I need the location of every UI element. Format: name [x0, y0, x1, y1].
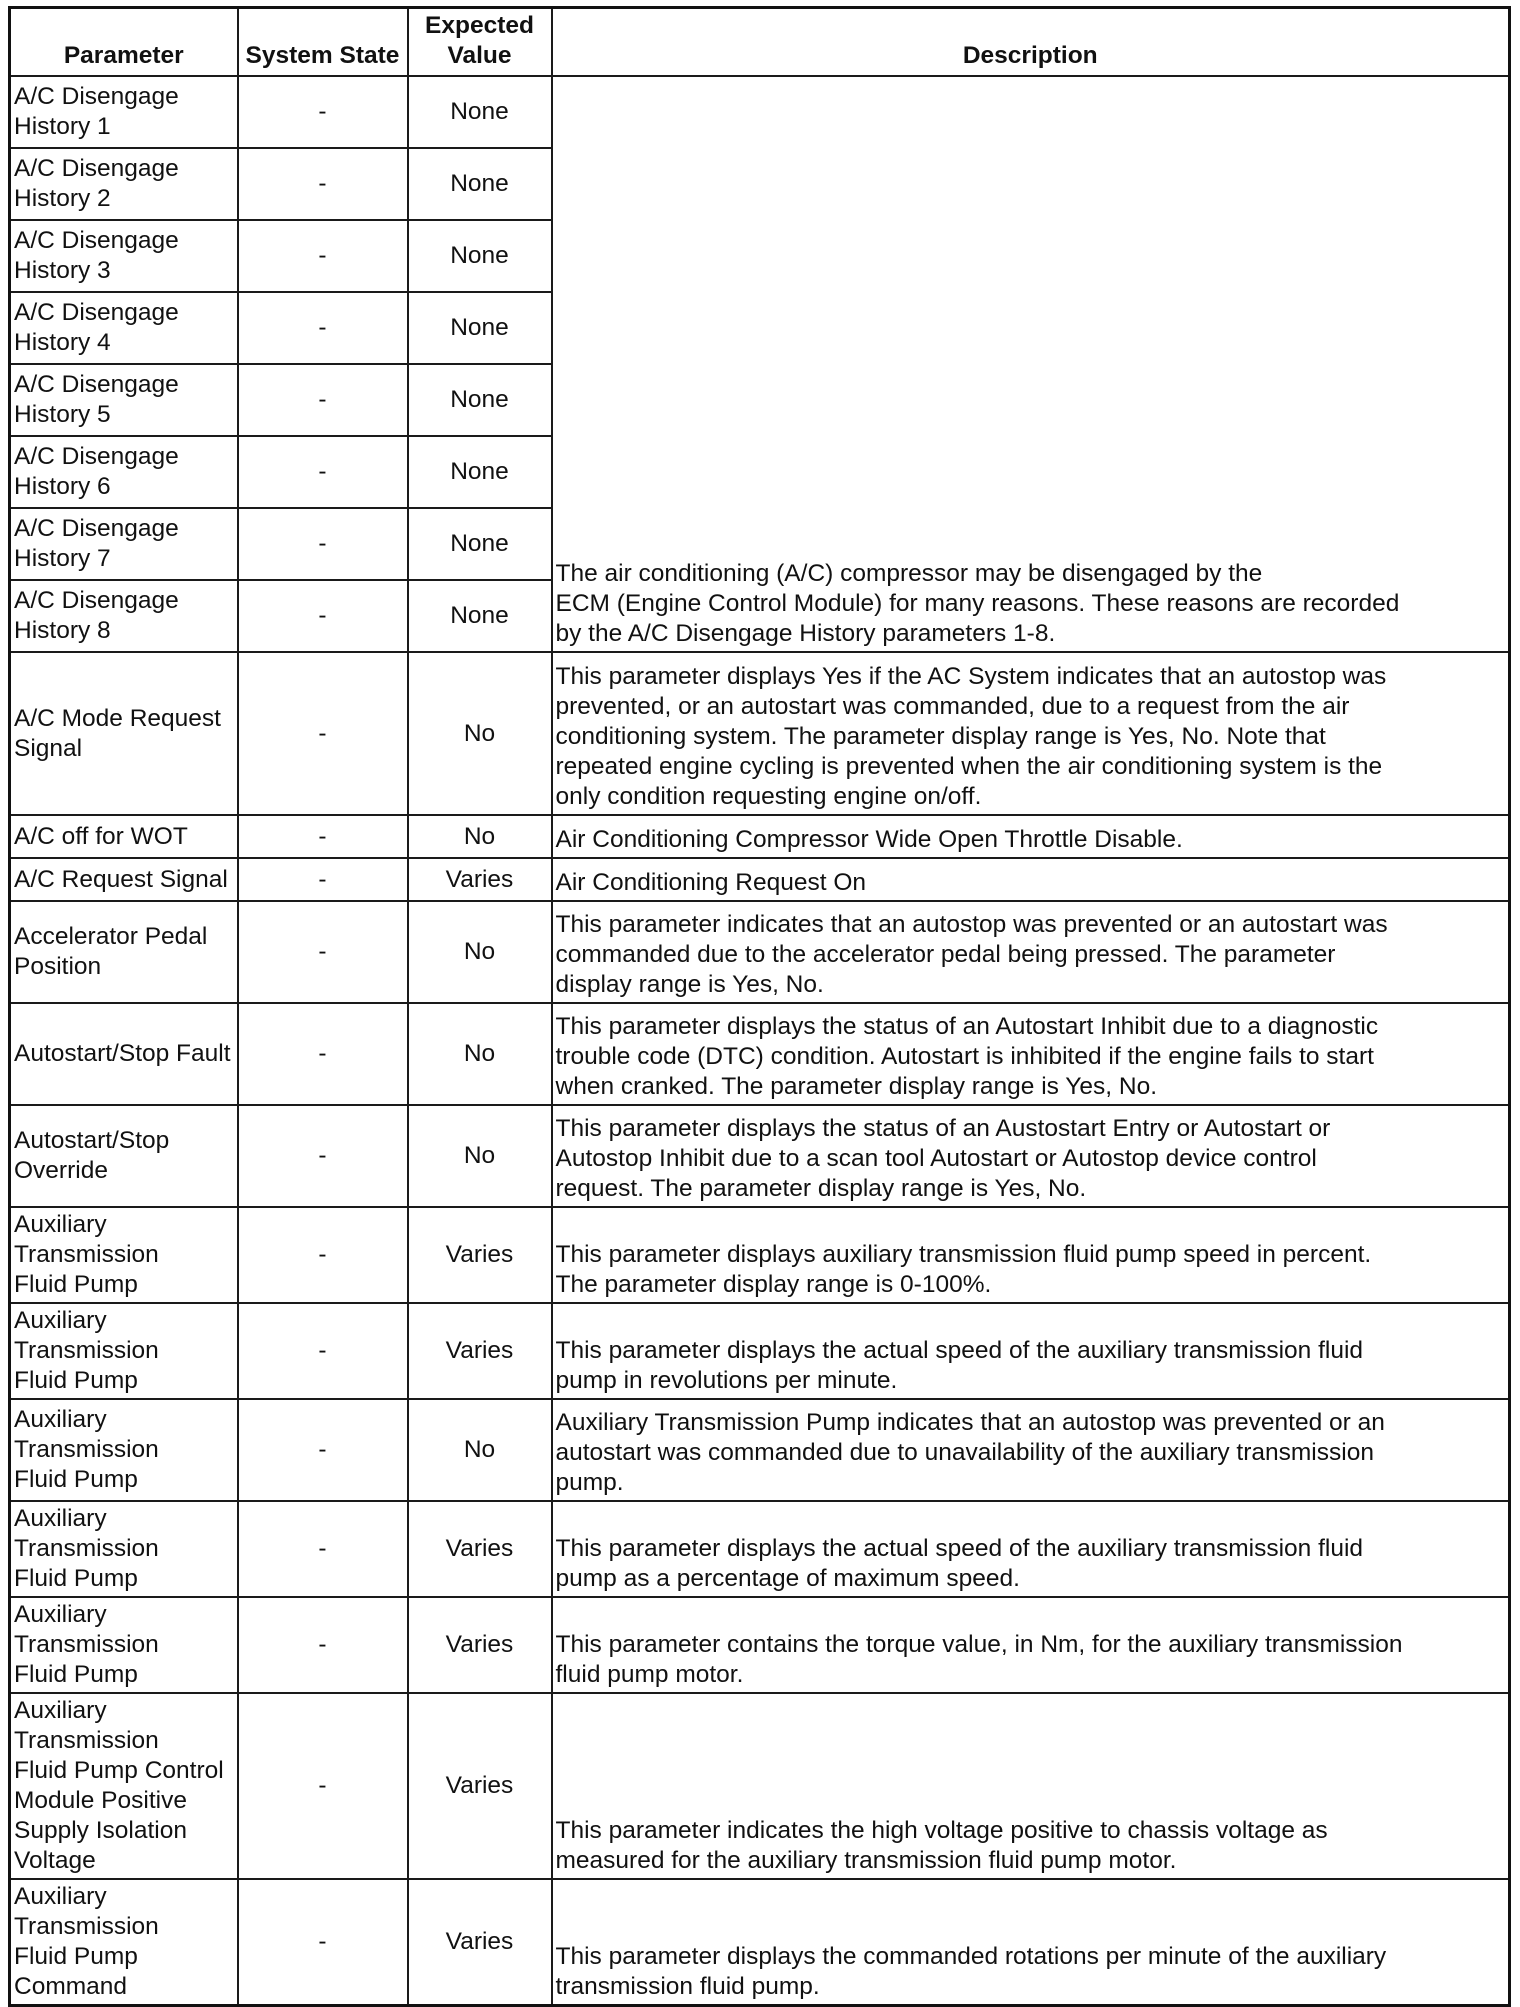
cell-parameter: Auxiliary Transmission Fluid Pump Control Module Positive Supply Isolation Voltage [10, 1693, 238, 1879]
header-expected-value: Expected Value [408, 8, 552, 77]
cell-description: This parameter displays the status of an Austostart Entry or Autostart or Autostop Inhibit due to a scan tool Autostart or Autostop device control request. The parameter display range is Yes, No. [552, 1105, 1510, 1207]
cell-parameter: Auxiliary Transmission Fluid Pump [10, 1399, 238, 1501]
cell-system-state: - [238, 364, 408, 436]
table-row [10, 1105, 1510, 1207]
cell-parameter: Auxiliary Transmission Fluid Pump Command [10, 1879, 238, 2006]
header-system-state: System State [238, 8, 408, 77]
parameter-table [8, 6, 1511, 2007]
cell-system-state: - [238, 148, 408, 220]
cell-system-state: - [238, 1303, 408, 1399]
cell-system-state: - [238, 1105, 408, 1207]
cell-system-state: - [238, 580, 408, 652]
cell-description: Auxiliary Transmission Pump indicates that an autostop was prevented or an autostart was commanded due to unavailability of the auxiliary transmission pump. [552, 1399, 1510, 1501]
cell-parameter: A/C Mode Request Signal [10, 652, 238, 815]
table-body [10, 76, 1510, 2006]
cell-parameter: Auxiliary Transmission Fluid Pump [10, 1501, 238, 1597]
cell-expected-value: Varies [408, 1693, 552, 1879]
cell-expected-value: None [408, 508, 552, 580]
cell-parameter: Auxiliary Transmission Fluid Pump [10, 1597, 238, 1693]
cell-system-state: - [238, 1597, 408, 1693]
cell-description: This parameter contains the torque value, in Nm, for the auxiliary transmission fluid pump motor. [552, 1597, 1510, 1693]
cell-expected-value: No [408, 815, 552, 858]
cell-description-merged: The air conditioning (A/C) compressor may be disengaged by the ECM (Engine Control Module) for many reasons. These reasons are recorded by the A/C Disengage History parameters 1-8. [552, 76, 1510, 652]
table-row [10, 1207, 1510, 1303]
cell-system-state: - [238, 1003, 408, 1105]
cell-expected-value: None [408, 76, 552, 148]
header-description: Description [552, 8, 1510, 77]
cell-expected-value: None [408, 580, 552, 652]
cell-system-state: - [238, 436, 408, 508]
table-row [10, 815, 1510, 858]
cell-expected-value: Varies [408, 858, 552, 901]
table-row [10, 1303, 1510, 1399]
cell-parameter: A/C Disengage History 4 [10, 292, 238, 364]
table-row [10, 858, 1510, 901]
table-row [10, 1003, 1510, 1105]
table-row [10, 1693, 1510, 1879]
cell-description: This parameter displays the status of an Autostart Inhibit due to a diagnostic trouble code (DTC) condition. Autostart is inhibited if the engine fails to start when cranked. The parameter display range is Yes, No. [552, 1003, 1510, 1105]
cell-description: Air Conditioning Compressor Wide Open Throttle Disable. [552, 815, 1510, 858]
cell-system-state: - [238, 1879, 408, 2006]
cell-parameter: A/C Disengage History 8 [10, 580, 238, 652]
cell-system-state: - [238, 901, 408, 1003]
cell-system-state: - [238, 652, 408, 815]
cell-system-state: - [238, 1693, 408, 1879]
cell-system-state: - [238, 1399, 408, 1501]
cell-expected-value: None [408, 436, 552, 508]
cell-expected-value: Varies [408, 1501, 552, 1597]
cell-description: This parameter displays the actual speed of the auxiliary transmission fluid pump in revolutions per minute. [552, 1303, 1510, 1399]
cell-description: This parameter indicates the high voltage positive to chassis voltage as measured for the auxiliary transmission fluid pump motor. [552, 1693, 1510, 1879]
cell-parameter: A/C Disengage History 3 [10, 220, 238, 292]
cell-expected-value: Varies [408, 1303, 552, 1399]
cell-expected-value: No [408, 1003, 552, 1105]
cell-description: Air Conditioning Request On [552, 858, 1510, 901]
cell-expected-value: Varies [408, 1879, 552, 2006]
cell-expected-value: Varies [408, 1597, 552, 1693]
cell-description: This parameter displays the commanded rotations per minute of the auxiliary transmission fluid pump. [552, 1879, 1510, 2006]
cell-parameter: Auxiliary Transmission Fluid Pump [10, 1207, 238, 1303]
table-row [10, 652, 1510, 815]
cell-expected-value: None [408, 220, 552, 292]
cell-system-state: - [238, 1501, 408, 1597]
cell-system-state: - [238, 1207, 408, 1303]
table-row [10, 1879, 1510, 2006]
cell-expected-value: None [408, 292, 552, 364]
cell-parameter: Autostart/Stop Fault [10, 1003, 238, 1105]
cell-system-state: - [238, 858, 408, 901]
cell-expected-value: No [408, 652, 552, 815]
cell-parameter: A/C Disengage History 6 [10, 436, 238, 508]
cell-parameter: A/C Disengage History 5 [10, 364, 238, 436]
cell-expected-value: No [408, 901, 552, 1003]
table-row [10, 901, 1510, 1003]
cell-expected-value: Varies [408, 1207, 552, 1303]
cell-system-state: - [238, 76, 408, 148]
cell-system-state: - [238, 815, 408, 858]
cell-parameter: Accelerator Pedal Position [10, 901, 238, 1003]
header-parameter: Parameter [10, 8, 238, 77]
cell-parameter: A/C Request Signal [10, 858, 238, 901]
cell-system-state: - [238, 292, 408, 364]
cell-description: This parameter displays the actual speed of the auxiliary transmission fluid pump as a percentage of maximum speed. [552, 1501, 1510, 1597]
cell-description: This parameter indicates that an autostop was prevented or an autostart was commanded due to the accelerator pedal being pressed. The parameter display range is Yes, No. [552, 901, 1510, 1003]
table-row [10, 76, 1510, 148]
header-row [10, 8, 1510, 77]
cell-description: This parameter displays auxiliary transmission fluid pump speed in percent. The parameter display range is 0-100%. [552, 1207, 1510, 1303]
cell-parameter: A/C Disengage History 1 [10, 76, 238, 148]
cell-expected-value: None [408, 148, 552, 220]
cell-parameter: Autostart/Stop Override [10, 1105, 238, 1207]
cell-parameter: A/C Disengage History 2 [10, 148, 238, 220]
cell-parameter: A/C Disengage History 7 [10, 508, 238, 580]
cell-parameter: A/C off for WOT [10, 815, 238, 858]
cell-description: This parameter displays Yes if the AC System indicates that an autostop was prevented, or an autostart was commanded, due to a request from the air conditioning system. The parameter display range is Yes, No. Note that repeated engine cycling is prevented when the air conditioning system is the only condition requesting engine on/off. [552, 652, 1510, 815]
table-row [10, 1597, 1510, 1693]
cell-system-state: - [238, 220, 408, 292]
table-row [10, 1399, 1510, 1501]
cell-expected-value: No [408, 1399, 552, 1501]
cell-parameter: Auxiliary Transmission Fluid Pump [10, 1303, 238, 1399]
table-row [10, 1501, 1510, 1597]
cell-system-state: - [238, 508, 408, 580]
cell-expected-value: No [408, 1105, 552, 1207]
cell-expected-value: None [408, 364, 552, 436]
